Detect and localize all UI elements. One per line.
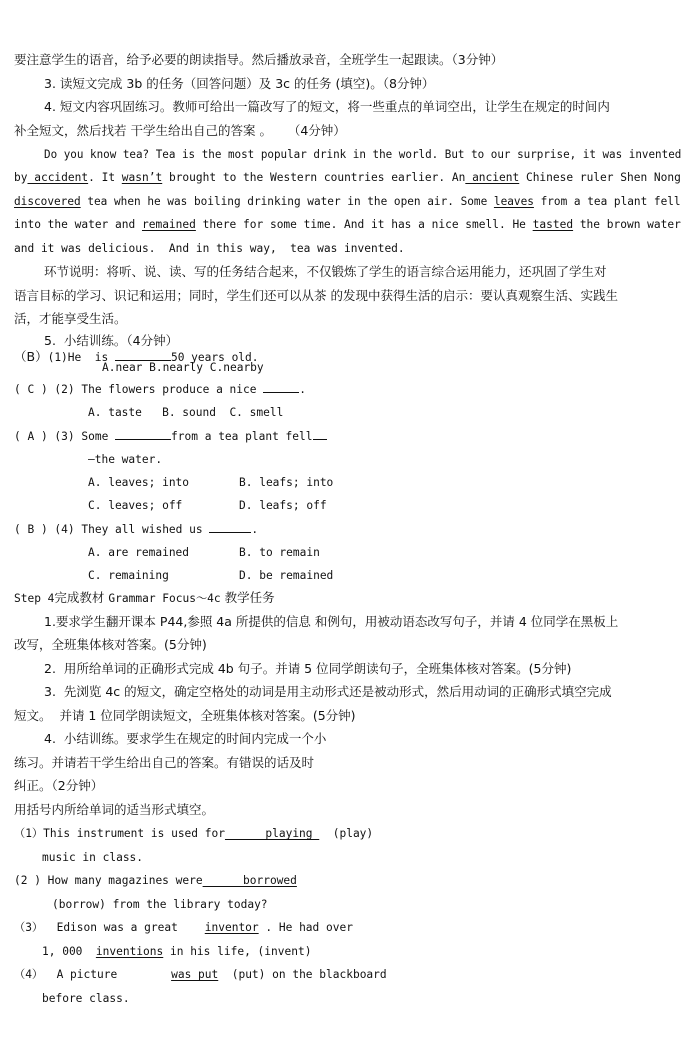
answer-mark: （B） bbox=[14, 349, 48, 364]
question-4: ( B ) (4) They all wished us . bbox=[14, 523, 259, 536]
question-3-continued: —the water. bbox=[88, 453, 163, 466]
intro-item-4-line1: 4. 短文内容巩固练习。教师可给出一篇改写了的短文，将一些重点的单词空出，让学生在规定的时间内 bbox=[44, 99, 610, 114]
intro-line: 要注意学生的语音，给予必要的朗读指导。然后播放录音，全班学生一起跟读。（3分钟） bbox=[14, 52, 504, 67]
step4-item-2: 2. 用所给单词的正确形式完成 4b 句子。并请 5 位同学朗读句子，全班集体核对答案。(5分钟) bbox=[44, 661, 572, 676]
passage-line-4: into the water and remained there for some time. And it has a nice smell. He tasted the brown water bbox=[14, 218, 681, 231]
fill-heading: 用括号内所给单词的适当形式填空。 bbox=[14, 802, 215, 817]
fill-item-4-continued: before class. bbox=[42, 992, 130, 1005]
filled-blank: accident bbox=[27, 171, 89, 184]
question-1: （B）(1)He is 50 years old. bbox=[14, 349, 259, 364]
question-3-option-c: C. leaves; off bbox=[88, 499, 183, 512]
question-3: ( A ) (3) Some from a tea plant fell bbox=[14, 428, 327, 445]
question-3-option-d: D. leafs; off bbox=[239, 499, 327, 512]
filled-blank: borrowed bbox=[202, 874, 297, 887]
fill-item-1-continued: music in class. bbox=[42, 851, 144, 864]
question-4-option-c: C. remaining bbox=[88, 569, 169, 582]
intro-item-4-line2: 补全短文，然后找若 干学生给出自己的答案 。 （4分钟） bbox=[14, 123, 346, 138]
filled-blank: wasn’t bbox=[121, 171, 163, 184]
filled-blank: inventor bbox=[204, 921, 259, 934]
step4-heading: Step 4完成教材 Grammar Focus～4c 教学任务 bbox=[14, 590, 275, 605]
passage-line-3: discovered tea when he was boiling drinking water in the open air. Some leaves from a tea plant fell bbox=[14, 195, 681, 208]
step4-item-4-line3: 纠正。（2分钟） bbox=[14, 778, 104, 793]
filled-blank: discovered bbox=[14, 195, 81, 208]
answer-blank bbox=[263, 381, 299, 393]
filled-blank: playing bbox=[224, 827, 320, 840]
filled-blank: tasted bbox=[532, 218, 574, 231]
answer-blank bbox=[209, 521, 251, 533]
question-2: ( C ) (2) The flowers produce a nice . bbox=[14, 383, 306, 396]
step4-item-3-line1: 3. 先浏览 4c 的短文，确定空格处的动词是用主动形式还是被动形式，然后用动词的正确形式填空完成 bbox=[44, 684, 612, 699]
question-4-option-d: D. be remained bbox=[239, 569, 334, 582]
fill-item-1: （1）This instrument is used for playing (play) bbox=[14, 827, 374, 840]
question-4-option-a: A. are remained bbox=[88, 546, 190, 559]
question-1-options: A.near B.nearly C.nearby bbox=[102, 361, 264, 374]
question-2-options: A. taste B. sound C. smell bbox=[88, 406, 284, 419]
answer-blank bbox=[313, 428, 327, 440]
filled-blank: leaves bbox=[493, 195, 534, 208]
step4-item-3-line2: 短文。 并请 1 位同学朗读短文，全班集体核对答案。(5分钟) bbox=[14, 708, 356, 723]
question-4-option-b: B. to remain bbox=[239, 546, 320, 559]
fill-item-4: （4） A picture was put (put) on the blackboard bbox=[14, 968, 387, 981]
question-3-option-b: B. leafs; into bbox=[239, 476, 334, 489]
explain-line-1: 环节说明：将听、说、读、写的任务结合起来，不仅锻炼了学生的语言综合运用能力，还巩固了学生对 bbox=[44, 264, 607, 279]
step4-item-1-line2: 改写，全班集体核对答案。(5分钟) bbox=[14, 637, 207, 652]
fill-item-3: （3） Edison was a great inventor . He had over bbox=[14, 921, 353, 934]
filled-blank: remained bbox=[141, 218, 196, 231]
passage-line-2: by accident. It wasn’t brought to the Western countries earlier. An ancient Chinese ruler Shen Nong bbox=[14, 171, 681, 184]
step4-item-4-line2: 练习。并请若干学生给出自己的答案。有错误的话及时 bbox=[14, 755, 315, 770]
fill-item-2-continued: (borrow) from the library today? bbox=[52, 898, 268, 911]
explain-line-2: 语言目标的学习、识记和运用；同时，学生们还可以从茶 的发现中获得生活的启示：要认真观察生活、实践生 bbox=[14, 288, 618, 303]
passage-line-5: and it was delicious. And in this way, tea was invented. bbox=[14, 242, 405, 255]
step4-item-1-line1: 1.要求学生翻开课本 P44,参照 4a 所提供的信息 和例句，用被动语态改写句子，并请 4 位同学在黑板上 bbox=[44, 614, 619, 629]
fill-item-3-continued: 1, 000 inventions in his life, (invent) bbox=[42, 945, 312, 958]
fill-item-2: (2 ) How many magazines were borrowed bbox=[14, 874, 297, 887]
filled-blank: inventions bbox=[95, 945, 164, 958]
answer-mark: ( C ) bbox=[14, 383, 48, 396]
answer-blank bbox=[115, 428, 171, 440]
filled-blank: was put bbox=[171, 968, 219, 981]
passage-line-1: Do you know tea? Tea is the most popular drink in the world. But to our surprise, it was invented bbox=[44, 148, 682, 161]
filled-blank: ancient bbox=[465, 171, 520, 184]
answer-mark: ( A ) bbox=[14, 430, 48, 443]
answer-mark: ( B ) bbox=[14, 523, 48, 536]
summary-heading: 5. 小结训练。（4分钟） bbox=[44, 333, 179, 348]
intro-item-3: 3. 读短文完成 3b 的任务（回答问题）及 3c 的任务 (填空)。（8分钟） bbox=[44, 76, 435, 91]
step4-item-4-line1: 4. 小结训练。要求学生在规定的时间内完成一个小 bbox=[44, 731, 327, 746]
question-3-option-a: A. leaves; into bbox=[88, 476, 190, 489]
explain-line-3: 活，才能享受生活。 bbox=[14, 311, 127, 326]
